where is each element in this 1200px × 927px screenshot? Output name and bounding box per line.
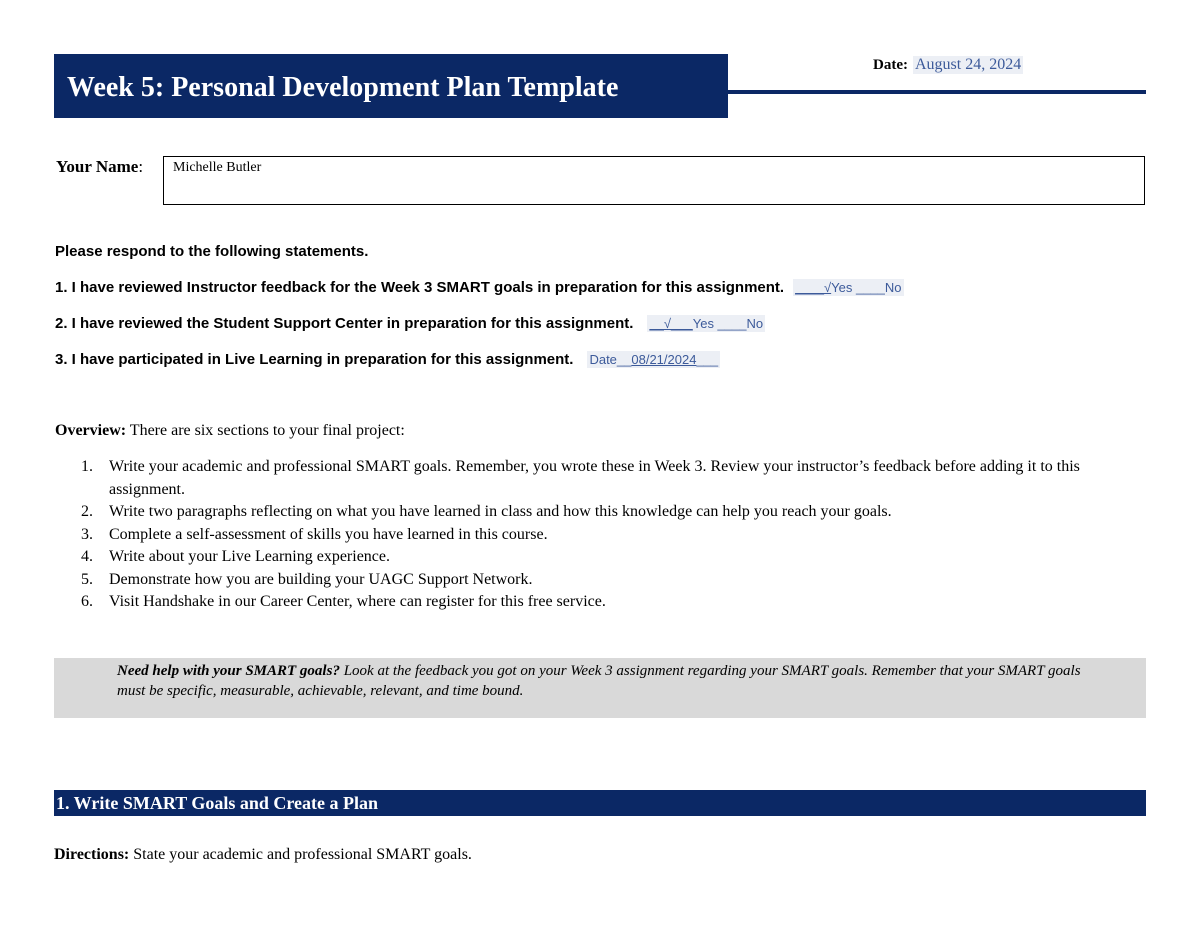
list-item-text: Write your academic and professional SMART goals. Remember, you wrote these in Week 3. Review your instructor’s feedback before adding it to this assignment.	[109, 458, 1080, 498]
statement-3-answer[interactable]	[587, 351, 720, 368]
help-text: Look at the feedback you got on your Week 3 assignment regarding your SMART goals. Remember that your SMART goals must be specific, measurable, achievable, relevant, and time bound.	[117, 663, 1081, 699]
statement-1-answer-yes: Yes ____	[831, 280, 885, 295]
list-item	[55, 569, 1115, 592]
list-item	[55, 501, 1115, 524]
list-item-number: 2.	[81, 503, 93, 520]
statement-2	[55, 315, 765, 332]
directions-label: Directions:	[54, 846, 130, 863]
list-item	[55, 591, 1115, 614]
statements-instruction: Please respond to the following statements.	[55, 243, 369, 260]
list-item	[55, 546, 1115, 569]
list-item-text: Write two paragraphs reflecting on what you have learned in class and how this knowledge can help you reach your goals.	[109, 503, 892, 520]
list-item-text: Demonstrate how you are building your UAGC Support Network.	[109, 570, 533, 588]
section-1-directions	[54, 846, 472, 864]
statement-1	[55, 279, 904, 296]
list-item-number: 4.	[81, 548, 93, 565]
statement-2-text: 2. I have reviewed the Student Support Center in preparation for this assignment.	[55, 315, 634, 332]
statement-1-answer-no: No	[884, 280, 902, 295]
smart-goals-help-box	[54, 658, 1146, 718]
statement-1-text: 1. I have reviewed Instructor feedback for the Week 3 SMART goals in preparation for this assignment.	[55, 279, 785, 296]
statement-2-answer-check: __√___	[649, 316, 693, 331]
section-1-heading: 1. Write SMART Goals and Create a Plan	[54, 790, 1146, 816]
statement-3-date-tail: ___	[696, 352, 719, 367]
date-row	[873, 56, 1023, 74]
statement-3	[55, 351, 720, 368]
list-item-number: 3.	[81, 525, 93, 543]
overview-list	[55, 456, 1115, 614]
name-label-text: Your Name	[56, 157, 139, 176]
list-item-text: Write about your Live Learning experience.	[109, 548, 391, 565]
name-label	[56, 157, 143, 177]
name-label-colon: :	[138, 157, 144, 176]
overview-text: There are six sections to your final project:	[129, 422, 405, 439]
list-item-text: Complete a self-assessment of skills you have learned in this course.	[109, 525, 548, 543]
statement-1-answer[interactable]	[793, 279, 903, 296]
directions-text: State your academic and professional SMART goals.	[133, 846, 472, 863]
statement-2-answer-no: No	[746, 316, 764, 331]
date-field[interactable]: August 24, 2024	[914, 56, 1022, 73]
list-item	[55, 456, 1115, 501]
list-item-text: Visit Handshake in our Career Center, where can register for this free service.	[109, 593, 606, 610]
list-item	[55, 524, 1115, 547]
name-field[interactable]: Michelle Butler	[163, 156, 1145, 205]
title-rule-line	[728, 90, 1146, 94]
list-item-number: 6.	[81, 593, 93, 610]
help-heading: Need help with your SMART goals?	[117, 663, 340, 679]
list-item-number: 1.	[81, 458, 93, 475]
statement-1-answer-check: ____√	[795, 280, 832, 295]
overview-label: Overview:	[55, 422, 127, 439]
page-title: Week 5: Personal Development Plan Template	[67, 72, 619, 103]
statement-3-date-value: 08/21/2024	[631, 352, 697, 367]
statement-2-answer-yes: Yes ____	[692, 316, 747, 331]
list-item-number: 5.	[81, 570, 93, 588]
statement-3-date-label: Date__	[589, 352, 632, 367]
title-banner	[54, 54, 728, 118]
overview	[55, 422, 405, 440]
statement-2-answer[interactable]	[647, 315, 765, 332]
statement-3-text: 3. I have participated in Live Learning in preparation for this assignment.	[55, 351, 574, 368]
date-label: Date:	[873, 57, 908, 73]
